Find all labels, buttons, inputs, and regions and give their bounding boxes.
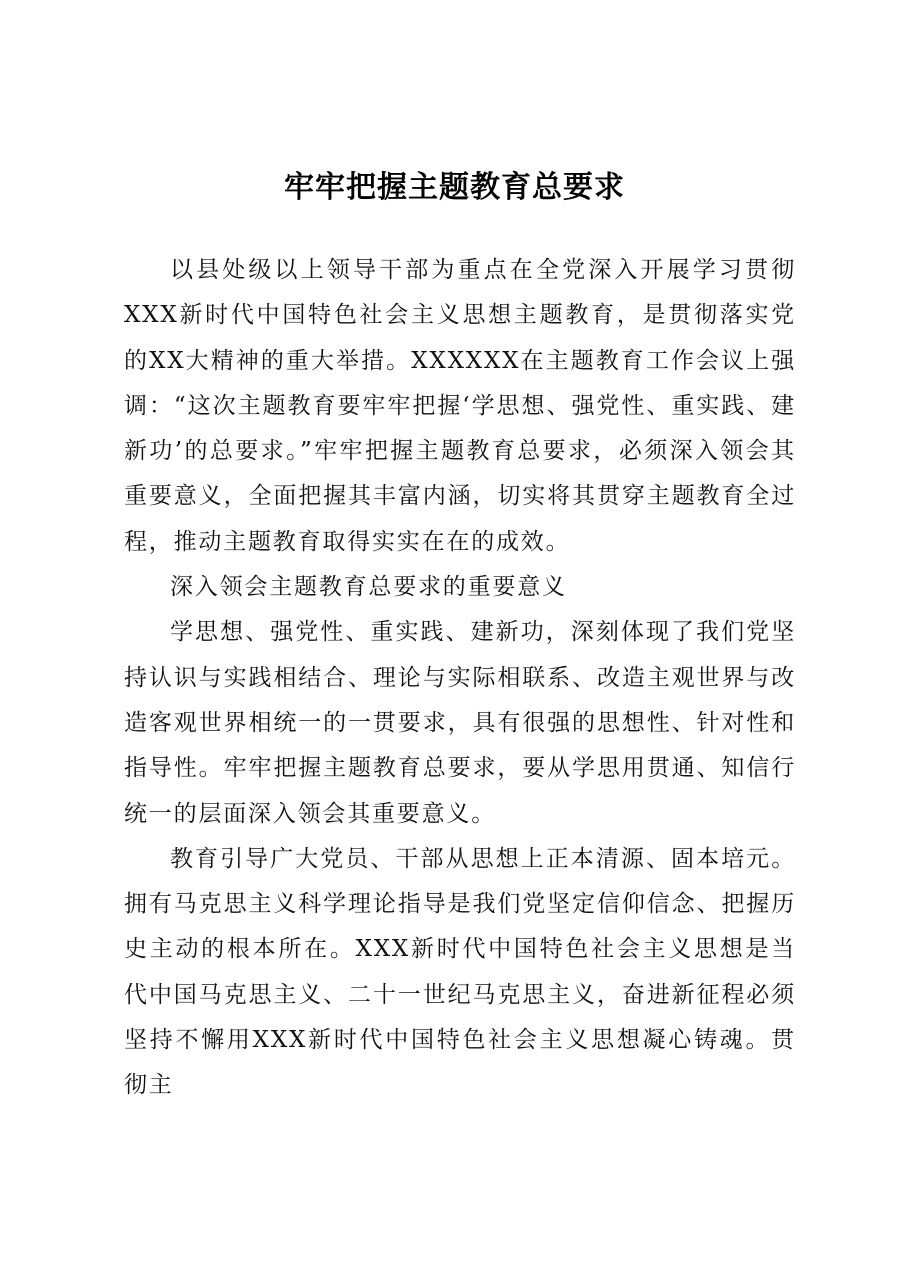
section-heading: 深入领会主题教育总要求的重要意义 <box>170 574 567 601</box>
paragraph-significance: 学思想、强党性、重实践、建新功，深刻体现了我们党坚持认识与实践相结合、理论与实际相联系、改造主观世界与改造客观世界相统一的一贯要求，具有很强的思想性、针对性和指导性。牢牢把握主题教育总要求，要从学思用贯通、知信行统一的层面深入领会其重要意义。 <box>124 619 796 827</box>
paragraph-education: 教育引导广大党员、干部从思想上正本清源、固本培元。拥有马克思主义科学理论指导是我们党坚定信仰信念、把握历史主动的根本所在。XXX新时代中国特色社会主义思想是当代中国马克思主义、二十一世纪马克思主义，奋进新征程必须坚持不懈用XXX新时代中国特色社会主义思想凝心铸魂。贯彻主 <box>124 845 796 1099</box>
document-body <box>124 248 796 1109</box>
paragraph-intro: 以县处级以上领导干部为重点在全党深入开展学习贯彻XXX新时代中国特色社会主义思想主题教育，是贯彻落实党的XX大精神的重大举措。XXXXXX在主题教育工作会议上强调：“这次主题教育要牢牢把握‘学思想、强党性、重实践、建新功’的总要求。”牢牢把握主题教育总要求，必须深入领会其重要意义，全面把握其丰富内涵，切实将其贯穿主题教育全过程，推动主题教育取得实实在在的成效。 <box>124 257 796 555</box>
document-title: 牢牢把握主题教育总要求 <box>284 170 625 205</box>
